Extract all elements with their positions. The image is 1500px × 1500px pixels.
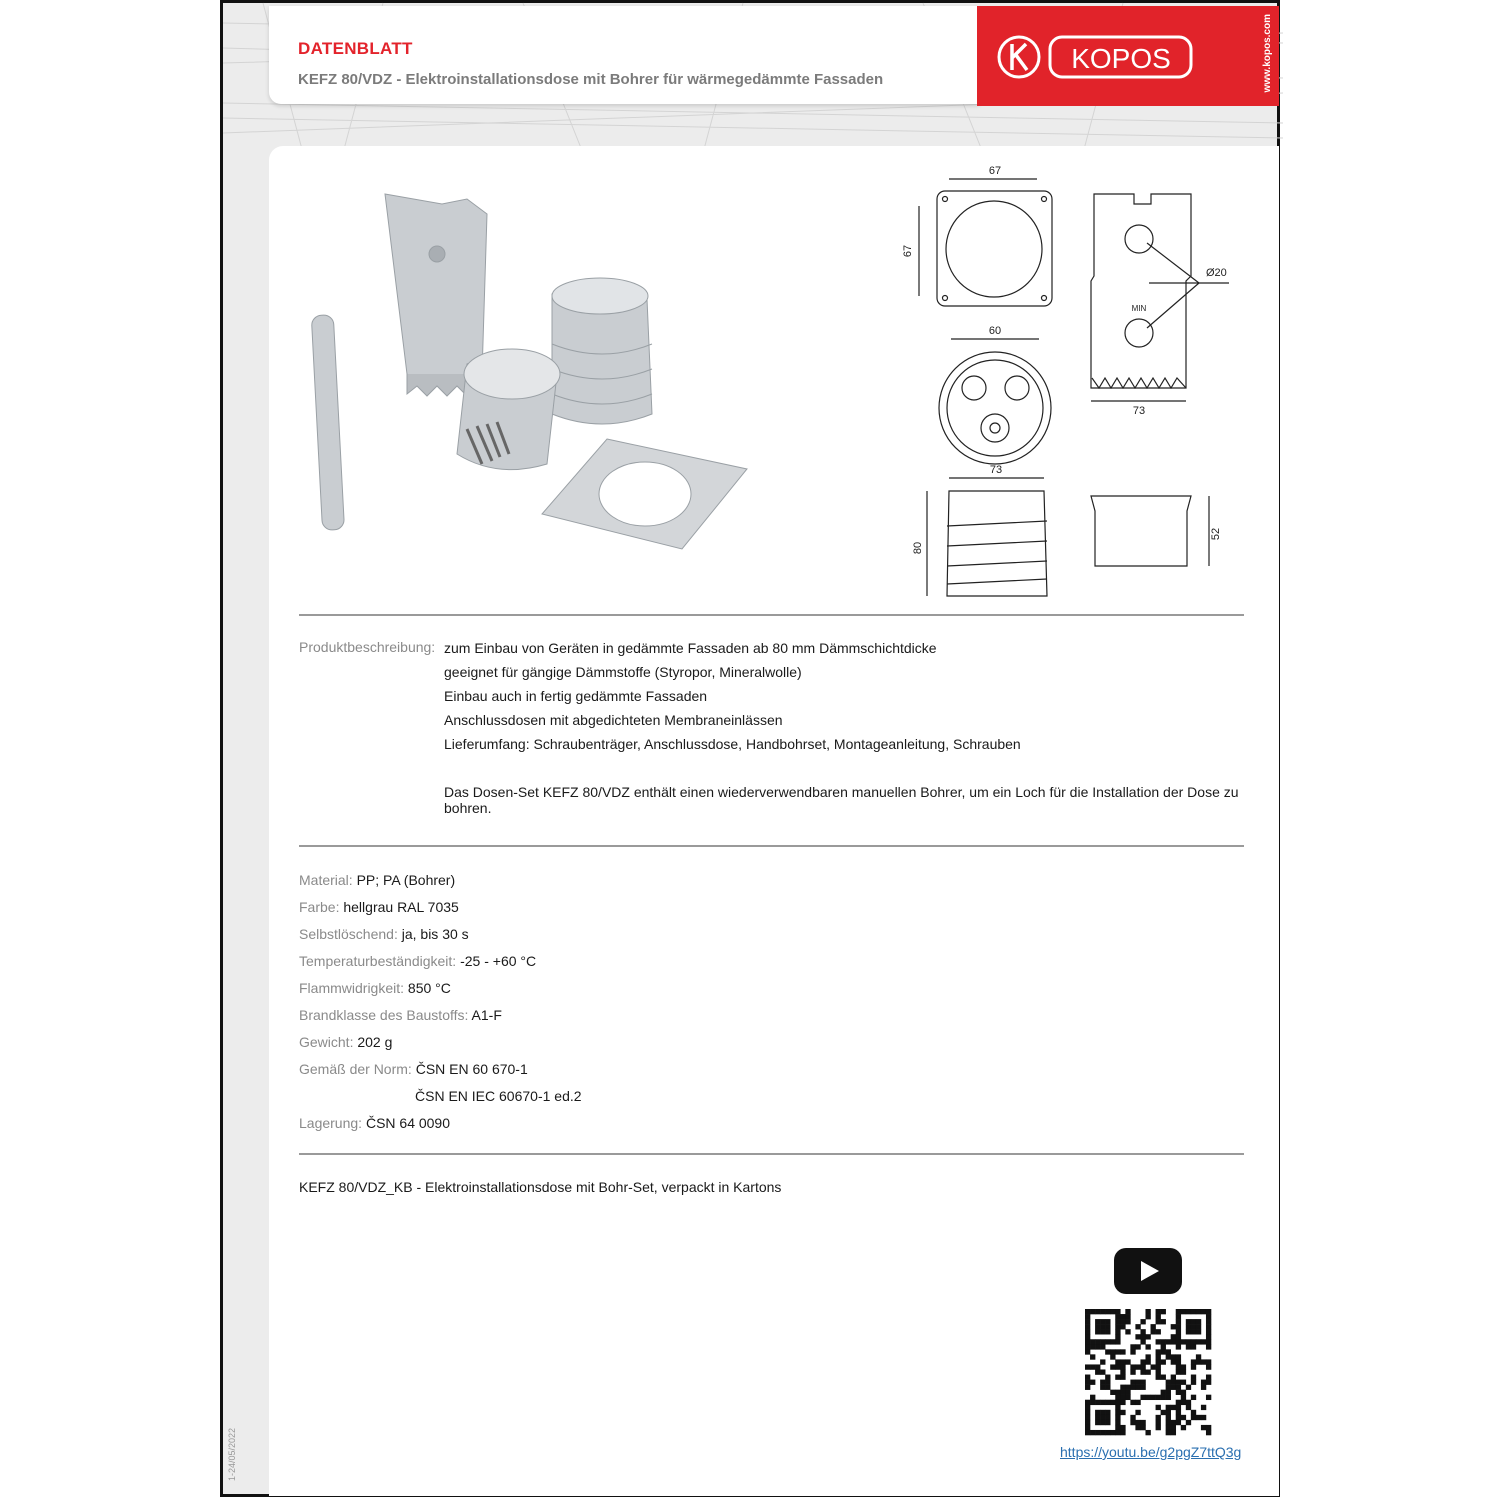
logo-text: KOPOS [1071, 43, 1171, 74]
spec-value: PP; PA (Bohrer) [356, 872, 456, 888]
drill-rod [311, 315, 344, 531]
spec-label: Material: [299, 872, 353, 888]
divider [299, 1153, 1244, 1155]
package-info: KEFZ 80/VDZ_KB - Elektroinstallationsdose mit Bohr-Set, verpackt in Kartons [299, 1179, 782, 1195]
spec-row [299, 952, 582, 979]
hand-drill [385, 194, 487, 384]
spec-label: Temperaturbeständigkeit: [299, 953, 457, 969]
spec-row [299, 1114, 582, 1141]
dim-diameter: Ø20 [1206, 267, 1227, 279]
description-list [444, 639, 1244, 759]
divider [299, 845, 1244, 847]
description-line: Anschlussdosen mit abgedichteten Membraneinlässen [444, 712, 783, 728]
spec-label: Lagerung: [299, 1115, 363, 1131]
dim-min-label: MIN [1131, 304, 1147, 313]
spec-row [299, 1033, 582, 1060]
spec-label: Gewicht: [299, 1034, 354, 1050]
doc-type: DATENBLATT [298, 39, 413, 58]
header-card [269, 6, 979, 104]
dim-spiral-height: 80 [912, 541, 924, 555]
doc-title: KEFZ 80/VDZ - Elektroinstallationsdose mit Bohrer für wärmegedämmte Fassaden [298, 71, 884, 88]
dim-top-width: 60 [988, 325, 1002, 337]
spec-value: hellgrau RAL 7035 [343, 899, 459, 915]
description-line: Einbau auch in fertig gedämmte Fassaden [444, 688, 708, 704]
dim-spiral-width: 73 [989, 464, 1003, 476]
spec-row [299, 1060, 582, 1087]
dim-front-height: 67 [902, 244, 914, 258]
video-link[interactable]: https://youtu.be/g2pgZ7ttQ3g [1060, 1444, 1242, 1460]
version-stamp: 1-24/05/2022 [227, 1428, 237, 1482]
spec-row [299, 1087, 582, 1114]
spec-row [299, 1006, 582, 1033]
spec-row [299, 979, 582, 1006]
product-photo [347, 174, 767, 544]
spec-value: 202 g [357, 1034, 393, 1050]
dim-front-width: 67 [988, 165, 1002, 177]
spec-label: Selbstlöschend: [299, 926, 398, 942]
spec-value: 850 °C [407, 980, 451, 996]
spec-label: Farbe: [299, 899, 340, 915]
spec-label: Gemäß der Norm: [299, 1061, 412, 1077]
spec-value: ČSN EN 60 670-1 [415, 1061, 528, 1077]
spec-row [299, 871, 582, 898]
kopos-logo [995, 28, 1215, 88]
spec-value: ja, bis 30 s [401, 926, 469, 942]
spec-value: -25 - +60 °C [460, 953, 537, 969]
description-line: geeignet für gängige Dämmstoffe (Styropor, Mineralwolle) [444, 664, 802, 680]
spec-label: Brandklasse des Baustoffs: [299, 1007, 469, 1023]
spec-value-secondary: ČSN EN IEC 60670-1 ed.2 [415, 1088, 582, 1104]
spec-row [299, 898, 582, 925]
spec-value: A1-F [471, 1007, 502, 1023]
youtube-play-icon[interactable] [1114, 1248, 1184, 1296]
description-line: zum Einbau von Geräten in gedämmte Fassaden ab 80 mm Dämmschichtdicke [444, 640, 937, 656]
main-card [269, 146, 1279, 1496]
brand-block [977, 6, 1279, 106]
datasheet-page [220, 0, 1280, 1497]
spec-value: ČSN 64 0090 [365, 1115, 451, 1131]
description-note: Das Dosen-Set KEFZ 80/VDZ enthält einen wiederverwendbaren manuellen Bohrer, um ein Loch für die Installation der Dose zu bohren. [444, 784, 1239, 816]
description-label: Produktbeschreibung: [299, 639, 436, 655]
description-line: Lieferumfang: Schraubenträger, Anschlussdose, Handbohrset, Montageanleitung, Schrauben [444, 736, 1021, 752]
technical-drawings [889, 156, 1227, 616]
specs-list [299, 871, 582, 1141]
divider [299, 614, 1244, 616]
brand-url: www.kopos.com [1262, 14, 1273, 93]
spec-label: Flammwidrigkeit: [299, 980, 405, 996]
spec-row [299, 925, 582, 952]
dim-bottom-height: 52 [1210, 527, 1222, 541]
dim-side-width: 73 [1132, 405, 1146, 417]
qr-code[interactable] [1085, 1309, 1211, 1435]
